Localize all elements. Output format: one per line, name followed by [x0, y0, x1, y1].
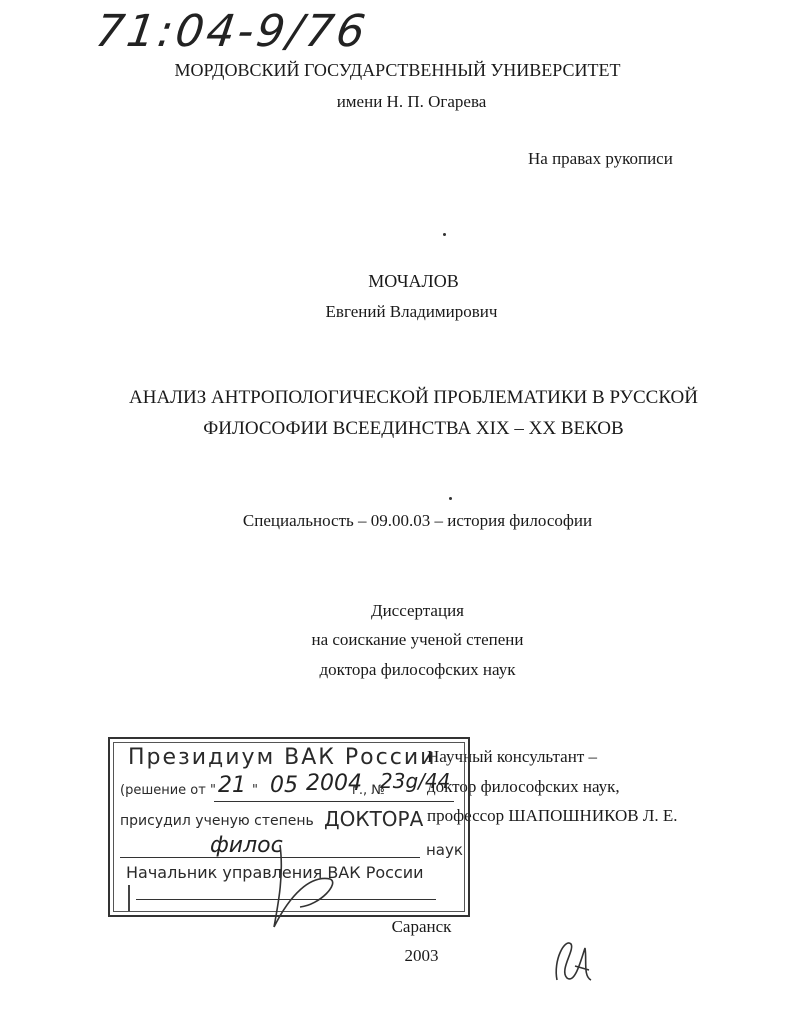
consultant-degree: доктор философских наук,: [427, 777, 620, 796]
vak-approval-stamp: [108, 737, 470, 917]
dissertation-title-line-2: ФИЛОСОФИИ ВСЕЕДИНСТВА XIX – XX ВЕКОВ: [203, 418, 624, 439]
stamp-field-suffix: наук: [426, 841, 463, 859]
stamp-decision-number: 23g/44: [380, 769, 451, 793]
scan-speck: [449, 497, 452, 500]
university-named-after: имени Н. П. Огарева: [336, 92, 487, 111]
stamp-decision-prefix: (решение от ": [120, 783, 216, 798]
rights-note: На правах рукописи: [528, 149, 673, 168]
stamp-left-mark: [128, 885, 130, 911]
stamp-decision-day: 21: [218, 773, 246, 798]
stamp-awarded-label: присудил ученую степень: [120, 813, 314, 829]
stamp-decision-year: 2004: [306, 771, 362, 796]
dissertation-title-line-1: АНАЛИЗ АНТРОПОЛОГИЧЕСКОЙ ПРОБЛЕМАТИКИ В РУССКОЙ: [129, 387, 698, 408]
university-name: МОРДОВСКИЙ ГОСУДАРСТВЕННЫЙ УНИВЕРСИТЕТ: [174, 60, 621, 80]
city: Саранск: [391, 917, 452, 936]
stamp-year-suffix: г., №: [352, 783, 385, 798]
stamp-chief-title: Начальник управления ВАК России: [126, 863, 424, 882]
consultant-label: Научный консультант –: [427, 747, 597, 766]
stamp-field-handwritten: филос: [210, 833, 283, 858]
consultant-name: профессор ШАПОШНИКОВ Л. Е.: [427, 806, 678, 825]
degree-name: доктора философских наук: [319, 660, 516, 679]
handwritten-catalog-number: 71:04-9/76: [92, 6, 372, 57]
dissertation-label: Диссертация: [370, 601, 464, 620]
year: 2003: [404, 946, 439, 965]
scan-speck: [443, 233, 446, 236]
stamp-decision-quote: ": [252, 783, 258, 798]
stamp-date-underline: [214, 801, 454, 802]
degree-sought: на соискание ученой степени: [311, 630, 524, 649]
author-given-names: Евгений Владимирович: [325, 302, 498, 321]
stamp-decision-month: 05: [270, 773, 298, 798]
specialty: Специальность – 09.00.03 – история философии: [242, 511, 593, 530]
handwritten-initials: [545, 930, 605, 990]
stamp-header: Президиум ВАК России: [128, 745, 437, 770]
stamp-degree: ДОКТОРА: [324, 807, 424, 831]
author-surname: МОЧАЛОВ: [368, 271, 459, 291]
